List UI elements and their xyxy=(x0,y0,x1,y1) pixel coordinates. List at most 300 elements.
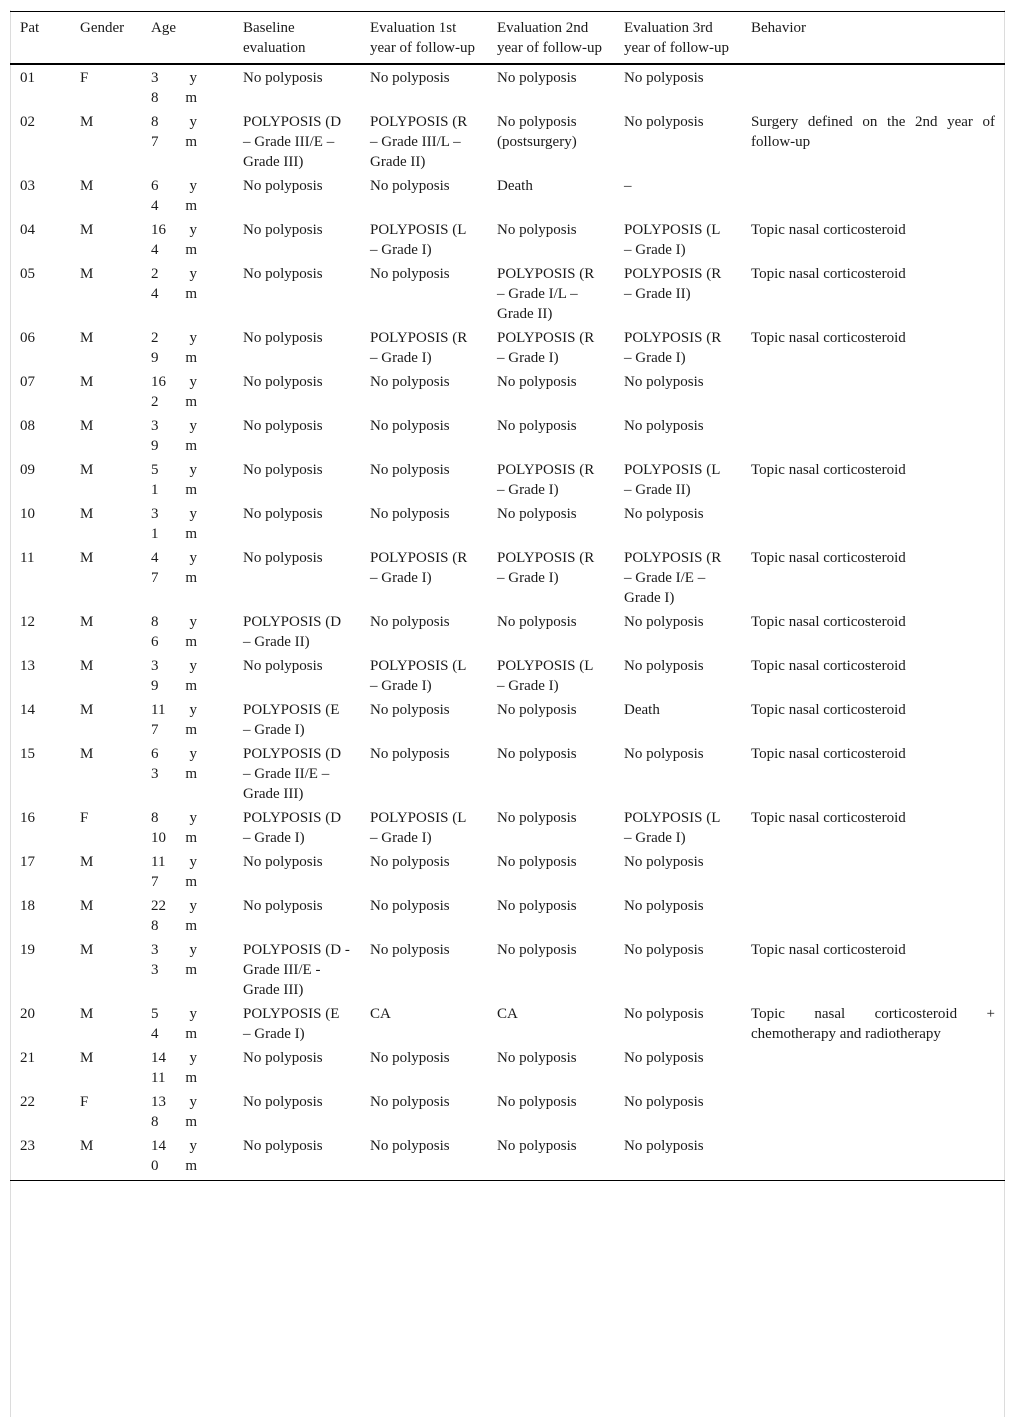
baseline-cell xyxy=(233,326,360,370)
baseline-cell xyxy=(233,610,360,654)
age-years-line xyxy=(151,1136,197,1156)
age-months-number: 9 xyxy=(151,678,159,694)
eval-2nd-year-cell xyxy=(487,698,614,742)
age-years-unit: y xyxy=(189,854,197,870)
gender-cell xyxy=(70,1090,141,1134)
gender-cell-text: M xyxy=(80,898,94,914)
gender-cell-text: M xyxy=(80,114,94,130)
gender-cell-text: M xyxy=(80,1006,94,1022)
age-months-line xyxy=(151,1112,197,1132)
age-years-unit: y xyxy=(189,746,197,762)
eval-3rd-year-cell xyxy=(614,546,741,610)
behavior-cell xyxy=(741,806,1005,850)
age-value xyxy=(151,940,223,980)
header-age: Age xyxy=(151,20,176,36)
age-cell xyxy=(141,698,233,742)
eval-3rd-year-cell-text: No polyposis xyxy=(624,746,704,762)
age-years-number: 13 xyxy=(151,1094,166,1110)
eval-1st-year-cell-text: No polyposis xyxy=(370,374,450,390)
eval-1st-year-cell-text: No polyposis xyxy=(370,746,450,762)
age-years-line xyxy=(151,656,197,676)
gender-cell-text: M xyxy=(80,222,94,238)
age-months-number: 1 xyxy=(151,526,159,542)
age-years-number: 6 xyxy=(151,746,159,762)
age-months-line xyxy=(151,524,197,544)
eval-3rd-year-cell-text: No polyposis xyxy=(624,1006,704,1022)
age-value xyxy=(151,112,223,152)
behavior-cell xyxy=(741,64,1005,110)
age-cell xyxy=(141,1002,233,1046)
age-value xyxy=(151,68,223,108)
gender-cell-text: M xyxy=(80,854,94,870)
eval-3rd-year-cell xyxy=(614,806,741,850)
age-months-number: 3 xyxy=(151,766,159,782)
age-years-line xyxy=(151,808,197,828)
eval-2nd-year-cell xyxy=(487,806,614,850)
age-cell xyxy=(141,1090,233,1134)
age-years-number: 8 xyxy=(151,114,159,130)
age-months-line xyxy=(151,240,197,260)
age-months-number: 8 xyxy=(151,918,159,934)
pat-cell-text: 01 xyxy=(20,70,35,86)
behavior-cell xyxy=(741,370,1005,414)
age-years-unit: y xyxy=(189,658,197,674)
behavior-cell-text: Topic nasal corticosteroid xyxy=(751,330,906,346)
age-value xyxy=(151,460,223,500)
age-value xyxy=(151,220,223,260)
eval-2nd-year-cell-text: No polyposis xyxy=(497,418,577,434)
table-row xyxy=(10,806,1005,850)
age-cell xyxy=(141,110,233,174)
age-cell xyxy=(141,326,233,370)
eval-2nd-year-cell xyxy=(487,894,614,938)
age-years-number: 3 xyxy=(151,418,159,434)
gender-cell xyxy=(70,742,141,806)
eval-2nd-year-cell-text: POLYPOSIS (R – Grade I) xyxy=(497,462,595,498)
pat-cell-text: 20 xyxy=(20,1006,35,1022)
age-months-line xyxy=(151,1024,197,1044)
pat-cell-text: 11 xyxy=(20,550,35,566)
eval-1st-year-cell xyxy=(360,174,487,218)
baseline-cell-text: No polyposis xyxy=(243,222,323,238)
eval-2nd-year-cell-text: No polyposis xyxy=(497,506,577,522)
age-months-number: 7 xyxy=(151,134,159,150)
gender-cell xyxy=(70,370,141,414)
pat-cell xyxy=(10,502,70,546)
age-months-number: 2 xyxy=(151,394,159,410)
gender-cell-text: M xyxy=(80,702,94,718)
behavior-cell xyxy=(741,502,1005,546)
gender-cell-text: M xyxy=(80,266,94,282)
eval-2nd-year-cell xyxy=(487,502,614,546)
baseline-cell xyxy=(233,262,360,326)
age-years-unit: y xyxy=(189,222,197,238)
eval-3rd-year-cell-text: No polyposis xyxy=(624,898,704,914)
eval-2nd-year-cell-text: POLYPOSIS (L – Grade I) xyxy=(497,658,593,694)
baseline-cell-text: No polyposis xyxy=(243,178,323,194)
table-row xyxy=(10,262,1005,326)
age-months-line xyxy=(151,764,197,784)
eval-3rd-year-cell-text: Death xyxy=(624,702,660,718)
pat-cell xyxy=(10,654,70,698)
pat-cell-text: 16 xyxy=(20,810,35,826)
header-gender: Gender xyxy=(80,20,125,36)
table-row xyxy=(10,174,1005,218)
eval-2nd-year-cell-text: No polyposis xyxy=(497,614,577,630)
age-months-unit: m xyxy=(185,526,197,542)
gender-cell xyxy=(70,262,141,326)
eval-3rd-year-cell xyxy=(614,698,741,742)
age-months-number: 8 xyxy=(151,1114,159,1130)
eval-1st-year-cell xyxy=(360,414,487,458)
eval-3rd-year-cell xyxy=(614,610,741,654)
pat-cell xyxy=(10,414,70,458)
table-row xyxy=(10,610,1005,654)
pat-cell-text: 07 xyxy=(20,374,35,390)
age-years-line xyxy=(151,940,197,960)
age-cell xyxy=(141,1046,233,1090)
age-months-line xyxy=(151,1156,197,1176)
gender-cell xyxy=(70,1134,141,1181)
age-months-unit: m xyxy=(185,394,197,410)
age-years-number: 3 xyxy=(151,506,159,522)
age-years-line xyxy=(151,176,197,196)
eval-2nd-year-cell-text: POLYPOSIS (R – Grade I) xyxy=(497,330,595,366)
eval-3rd-year-cell-text: No polyposis xyxy=(624,506,704,522)
eval-2nd-year-cell-text: Death xyxy=(497,178,533,194)
behavior-cell xyxy=(741,1002,1005,1046)
age-months-number: 8 xyxy=(151,90,159,106)
age-months-unit: m xyxy=(185,830,197,846)
behavior-cell xyxy=(741,850,1005,894)
eval-1st-year-cell xyxy=(360,610,487,654)
eval-3rd-year-cell-text: POLYPOSIS (R – Grade I/E – Grade I) xyxy=(624,550,722,606)
baseline-cell-text: POLYPOSIS (E – Grade I) xyxy=(243,1006,340,1042)
pat-cell-text: 23 xyxy=(20,1138,35,1154)
eval-3rd-year-cell-text: – xyxy=(624,178,632,194)
eval-3rd-year-cell-text: No polyposis xyxy=(624,70,704,86)
pat-cell-text: 05 xyxy=(20,266,35,282)
age-value xyxy=(151,416,223,456)
age-years-line xyxy=(151,460,197,480)
pat-cell-text: 03 xyxy=(20,178,35,194)
eval-1st-year-cell xyxy=(360,1002,487,1046)
age-cell xyxy=(141,1134,233,1181)
table-body xyxy=(10,64,1005,1181)
age-months-unit: m xyxy=(185,722,197,738)
eval-1st-year-cell xyxy=(360,698,487,742)
header-eval-3rd-year: Evaluation 3rd year of follow-up xyxy=(624,20,729,56)
table-row xyxy=(10,1002,1005,1046)
pat-cell-text: 04 xyxy=(20,222,35,238)
behavior-cell xyxy=(741,610,1005,654)
eval-1st-year-cell-text: No polyposis xyxy=(370,178,450,194)
gender-cell xyxy=(70,414,141,458)
age-months-line xyxy=(151,828,197,848)
eval-1st-year-cell-text: POLYPOSIS (L – Grade I) xyxy=(370,810,466,846)
baseline-cell xyxy=(233,850,360,894)
age-years-unit: y xyxy=(189,942,197,958)
age-months-line xyxy=(151,480,197,500)
pat-cell xyxy=(10,458,70,502)
eval-2nd-year-cell xyxy=(487,938,614,1002)
table-row xyxy=(10,370,1005,414)
eval-2nd-year-cell xyxy=(487,370,614,414)
eval-1st-year-cell-text: POLYPOSIS (R – Grade I) xyxy=(370,550,468,586)
baseline-cell-text: POLYPOSIS (D – Grade II/E – Grade III) xyxy=(243,746,342,802)
pat-cell xyxy=(10,938,70,1002)
age-months-line xyxy=(151,960,197,980)
eval-3rd-year-cell xyxy=(614,458,741,502)
baseline-cell xyxy=(233,502,360,546)
age-years-number: 4 xyxy=(151,550,159,566)
eval-3rd-year-cell xyxy=(614,370,741,414)
table-row xyxy=(10,1090,1005,1134)
eval-2nd-year-cell-text: POLYPOSIS (R – Grade I) xyxy=(497,550,595,586)
behavior-cell xyxy=(741,1046,1005,1090)
eval-3rd-year-cell-text: No polyposis xyxy=(624,374,704,390)
eval-2nd-year-cell-text: No polyposis xyxy=(497,1138,577,1154)
age-value xyxy=(151,612,223,652)
pat-cell-text: 02 xyxy=(20,114,35,130)
table-row xyxy=(10,1046,1005,1090)
eval-1st-year-cell-text: No polyposis xyxy=(370,462,450,478)
age-cell xyxy=(141,806,233,850)
eval-2nd-year-cell xyxy=(487,64,614,110)
eval-1st-year-cell-text: No polyposis xyxy=(370,702,450,718)
baseline-cell xyxy=(233,654,360,698)
behavior-cell xyxy=(741,326,1005,370)
baseline-cell xyxy=(233,110,360,174)
eval-1st-year-cell xyxy=(360,1090,487,1134)
baseline-cell-text: No polyposis xyxy=(243,898,323,914)
gender-cell-text: F xyxy=(80,70,89,86)
age-months-number: 7 xyxy=(151,722,159,738)
age-months-unit: m xyxy=(185,678,197,694)
pat-cell xyxy=(10,64,70,110)
age-value xyxy=(151,1136,223,1176)
age-cell xyxy=(141,262,233,326)
baseline-cell-text: POLYPOSIS (E – Grade I) xyxy=(243,702,340,738)
age-years-line xyxy=(151,112,197,132)
age-months-unit: m xyxy=(185,90,197,106)
eval-1st-year-cell xyxy=(360,502,487,546)
age-months-unit: m xyxy=(185,134,197,150)
behavior-cell-text: Topic nasal corticosteroid xyxy=(751,222,906,238)
gender-cell-text: F xyxy=(80,1094,89,1110)
age-months-line xyxy=(151,916,197,936)
pat-cell xyxy=(10,1134,70,1181)
eval-1st-year-cell xyxy=(360,546,487,610)
gender-cell-text: M xyxy=(80,942,94,958)
eval-1st-year-cell-text: No polyposis xyxy=(370,854,450,870)
age-months-unit: m xyxy=(185,350,197,366)
pat-cell xyxy=(10,326,70,370)
age-value xyxy=(151,808,223,848)
eval-3rd-year-cell-text: No polyposis xyxy=(624,418,704,434)
pat-cell xyxy=(10,370,70,414)
behavior-cell-text: Topic nasal corticosteroid xyxy=(751,550,906,566)
behavior-cell xyxy=(741,262,1005,326)
eval-3rd-year-cell xyxy=(614,654,741,698)
age-months-unit: m xyxy=(185,766,197,782)
age-months-number: 4 xyxy=(151,242,159,258)
baseline-cell-text: POLYPOSIS (D – Grade III/E – Grade III) xyxy=(243,114,342,170)
behavior-cell xyxy=(741,1090,1005,1134)
baseline-cell xyxy=(233,458,360,502)
eval-3rd-year-cell xyxy=(614,262,741,326)
header-baseline: Baseline evaluation xyxy=(243,20,306,56)
pat-cell xyxy=(10,546,70,610)
eval-2nd-year-cell xyxy=(487,262,614,326)
eval-3rd-year-cell-text: No polyposis xyxy=(624,658,704,674)
eval-2nd-year-cell-text: No polyposis xyxy=(497,1050,577,1066)
age-months-number: 4 xyxy=(151,198,159,214)
behavior-cell-text: Topic nasal corticosteroid xyxy=(751,658,906,674)
age-months-unit: m xyxy=(185,1026,197,1042)
pat-cell xyxy=(10,218,70,262)
age-years-line xyxy=(151,612,197,632)
age-months-line xyxy=(151,132,197,152)
age-years-line xyxy=(151,744,197,764)
age-years-number: 8 xyxy=(151,810,159,826)
eval-3rd-year-cell xyxy=(614,64,741,110)
pat-cell xyxy=(10,1090,70,1134)
gender-cell-text: M xyxy=(80,614,94,630)
table-row xyxy=(10,654,1005,698)
behavior-cell xyxy=(741,414,1005,458)
age-cell xyxy=(141,64,233,110)
eval-1st-year-cell-text: No polyposis xyxy=(370,614,450,630)
eval-1st-year-cell-text: POLYPOSIS (L – Grade I) xyxy=(370,222,466,258)
age-months-line xyxy=(151,392,197,412)
age-years-unit: y xyxy=(189,1050,197,1066)
gender-cell-text: M xyxy=(80,374,94,390)
age-years-line xyxy=(151,504,197,524)
eval-3rd-year-cell xyxy=(614,1002,741,1046)
behavior-cell-text: Topic nasal corticosteroid xyxy=(751,266,906,282)
pat-cell-text: 13 xyxy=(20,658,35,674)
eval-2nd-year-cell xyxy=(487,654,614,698)
age-value xyxy=(151,372,223,412)
eval-1st-year-cell xyxy=(360,938,487,1002)
eval-2nd-year-cell-text: POLYPOSIS (R – Grade I/L – Grade II) xyxy=(497,266,595,322)
age-value xyxy=(151,548,223,588)
baseline-cell xyxy=(233,546,360,610)
behavior-cell xyxy=(741,698,1005,742)
eval-1st-year-cell xyxy=(360,654,487,698)
pat-cell xyxy=(10,174,70,218)
age-years-unit: y xyxy=(189,550,197,566)
age-value xyxy=(151,896,223,936)
eval-3rd-year-cell-text: No polyposis xyxy=(624,614,704,630)
eval-2nd-year-cell xyxy=(487,174,614,218)
age-months-line xyxy=(151,1068,197,1088)
header-pat: Pat xyxy=(20,20,40,36)
age-value xyxy=(151,1092,223,1132)
eval-2nd-year-cell xyxy=(487,218,614,262)
age-years-unit: y xyxy=(189,1094,197,1110)
age-months-number: 1 xyxy=(151,482,159,498)
gender-cell xyxy=(70,64,141,110)
table-row xyxy=(10,110,1005,174)
age-months-unit: m xyxy=(185,438,197,454)
pat-cell xyxy=(10,1046,70,1090)
behavior-cell-text: Topic nasal corticosteroid xyxy=(751,942,906,958)
eval-3rd-year-cell xyxy=(614,742,741,806)
age-years-line xyxy=(151,700,197,720)
eval-1st-year-cell-text: No polyposis xyxy=(370,898,450,914)
eval-1st-year-cell xyxy=(360,370,487,414)
age-months-number: 7 xyxy=(151,570,159,586)
header-eval-2nd-year: Evaluation 2nd year of follow-up xyxy=(497,20,602,56)
eval-2nd-year-cell-text: No polyposis xyxy=(497,942,577,958)
age-years-line xyxy=(151,1048,197,1068)
age-years-number: 22 xyxy=(151,898,166,914)
behavior-cell xyxy=(741,110,1005,174)
age-value xyxy=(151,328,223,368)
baseline-cell-text: No polyposis xyxy=(243,70,323,86)
gender-cell-text: M xyxy=(80,1138,94,1154)
eval-1st-year-cell xyxy=(360,218,487,262)
behavior-cell xyxy=(741,174,1005,218)
gender-cell xyxy=(70,894,141,938)
age-cell xyxy=(141,414,233,458)
eval-2nd-year-cell xyxy=(487,110,614,174)
eval-2nd-year-cell-text: No polyposis xyxy=(497,810,577,826)
baseline-cell xyxy=(233,218,360,262)
eval-1st-year-cell xyxy=(360,458,487,502)
age-months-unit: m xyxy=(185,874,197,890)
behavior-cell-text: Topic nasal corticosteroid xyxy=(751,746,906,762)
gender-cell-text: M xyxy=(80,1050,94,1066)
eval-2nd-year-cell-text: No polyposis xyxy=(497,1094,577,1110)
age-cell xyxy=(141,174,233,218)
age-years-unit: y xyxy=(189,1138,197,1154)
age-years-line xyxy=(151,852,197,872)
eval-3rd-year-cell-text: POLYPOSIS (L – Grade I) xyxy=(624,222,720,258)
age-years-line xyxy=(151,896,197,916)
baseline-cell xyxy=(233,1046,360,1090)
eval-1st-year-cell-text: No polyposis xyxy=(370,506,450,522)
baseline-cell-text: No polyposis xyxy=(243,854,323,870)
baseline-cell xyxy=(233,894,360,938)
baseline-cell xyxy=(233,698,360,742)
pat-cell-text: 15 xyxy=(20,746,35,762)
gender-cell-text: M xyxy=(80,462,94,478)
eval-3rd-year-cell xyxy=(614,218,741,262)
age-years-number: 11 xyxy=(151,702,166,718)
age-months-line xyxy=(151,348,197,368)
age-years-unit: y xyxy=(189,418,197,434)
age-months-unit: m xyxy=(185,286,197,302)
table-row xyxy=(10,458,1005,502)
baseline-cell-text: POLYPOSIS (D – Grade II) xyxy=(243,614,342,650)
age-value xyxy=(151,176,223,216)
eval-1st-year-cell-text: No polyposis xyxy=(370,418,450,434)
behavior-cell xyxy=(741,218,1005,262)
baseline-cell xyxy=(233,174,360,218)
eval-1st-year-cell xyxy=(360,742,487,806)
table-row xyxy=(10,894,1005,938)
gender-cell xyxy=(70,458,141,502)
age-months-number: 7 xyxy=(151,874,159,890)
eval-2nd-year-cell xyxy=(487,326,614,370)
age-years-number: 16 xyxy=(151,222,166,238)
age-months-line xyxy=(151,284,197,304)
age-months-line xyxy=(151,632,197,652)
eval-3rd-year-cell xyxy=(614,326,741,370)
